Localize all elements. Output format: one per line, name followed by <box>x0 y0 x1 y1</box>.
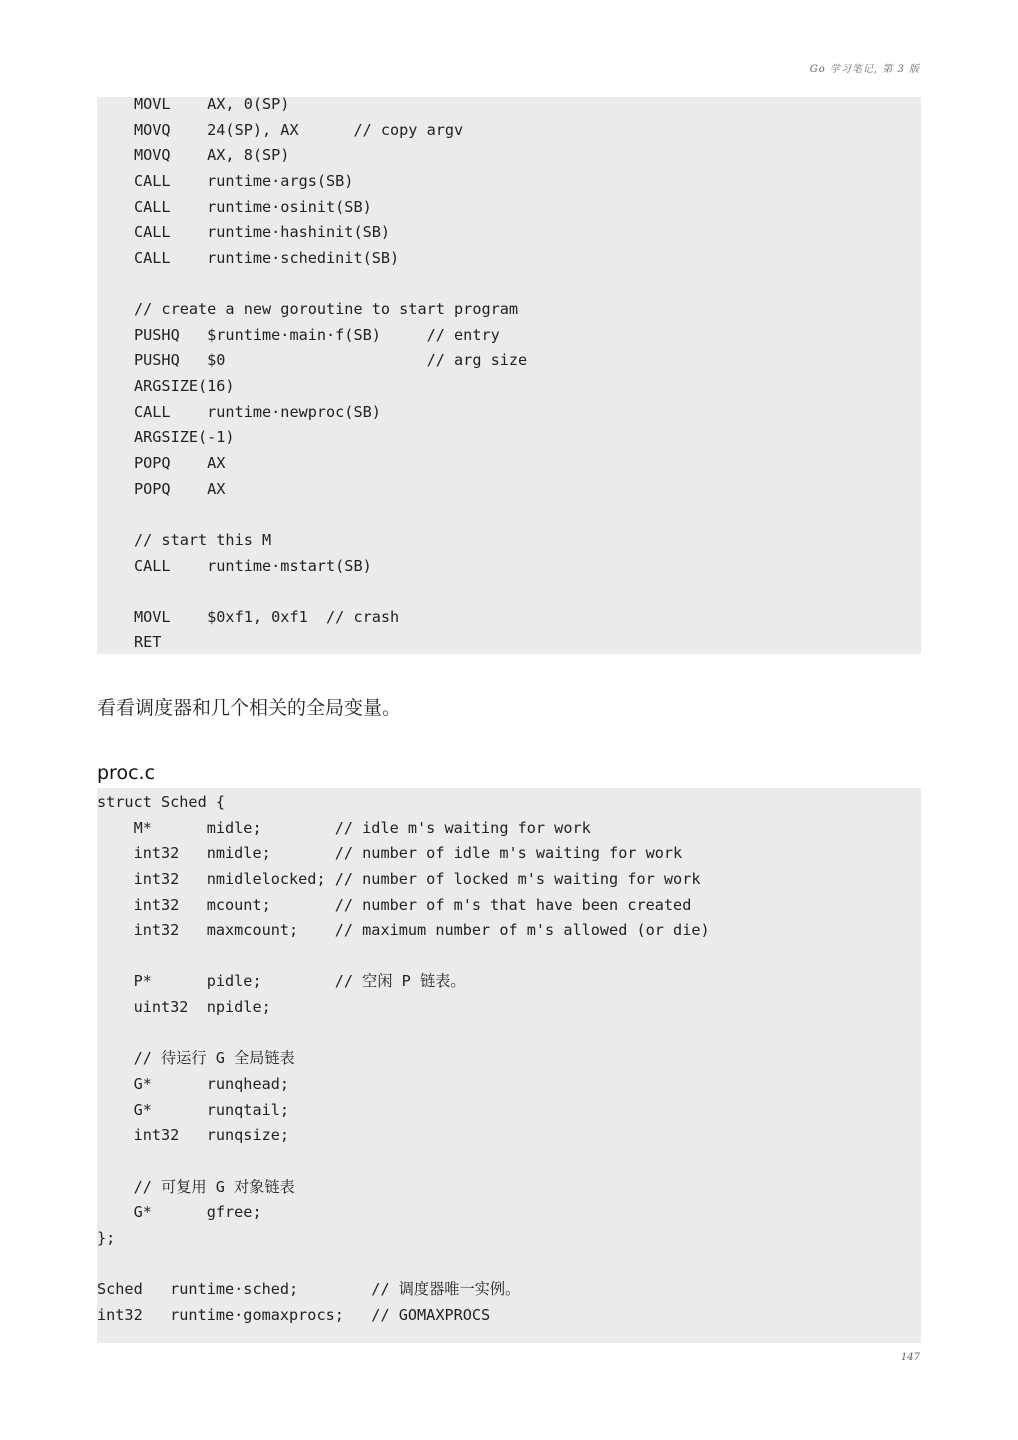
code-line: G* gfree; <box>97 1203 262 1222</box>
code-line: CALL runtime·args(SB) <box>134 171 354 190</box>
code-line: int32 nmidlelocked; // number of locked m's waiting for work <box>97 869 701 888</box>
file-name-label: proc.c <box>97 762 156 784</box>
code-line: M* midle; // idle m's waiting for work <box>97 818 591 837</box>
code-line: PUSHQ $0 // arg size <box>134 351 528 370</box>
code-line <box>134 579 921 605</box>
code-line: // create a new goroutine to start program <box>134 300 519 319</box>
code-line <box>97 944 921 970</box>
code-line: CALL runtime·schedinit(SB) <box>134 248 400 267</box>
code-line: MOVQ 24(SP), AX // copy argv <box>134 120 464 139</box>
code-line: MOVQ AX, 8(SP) <box>134 146 290 165</box>
page-header: Go 学习笔记, 第 3 版 <box>809 64 920 75</box>
code-line: CALL runtime·osinit(SB) <box>134 197 372 216</box>
code-line: Sched runtime·sched; // 调度器唯一实例。 <box>97 1280 521 1299</box>
code-line: CALL runtime·mstart(SB) <box>134 556 372 575</box>
code-line: POPQ AX <box>134 479 226 498</box>
body-paragraph: 看看调度器和几个相关的全局变量。 <box>97 697 402 719</box>
code-line: PUSHQ $runtime·main·f(SB) // entry <box>134 325 500 344</box>
code-line <box>134 271 921 297</box>
code-block-asm <box>97 97 921 654</box>
code-line: int32 nmidle; // number of idle m's waiting for work <box>97 844 683 863</box>
code-line <box>97 1252 921 1278</box>
code-line: MOVL AX, 0(SP) <box>134 95 290 113</box>
code-line: CALL runtime·hashinit(SB) <box>134 223 391 242</box>
code-line <box>97 1149 921 1175</box>
code-line: // start this M <box>134 530 272 549</box>
code-line: ARGSIZE(-1) <box>134 428 235 447</box>
code-line: MOVL $0xf1, 0xf1 // crash <box>134 607 400 626</box>
code-line <box>97 1021 921 1047</box>
code-line: struct Sched { <box>97 793 226 811</box>
code-line: int32 mcount; // number of m's that have been created <box>97 895 692 914</box>
code-line: ARGSIZE(16) <box>134 377 235 396</box>
code-listing <box>97 92 921 656</box>
code-line: RET <box>134 633 162 652</box>
code-line: int32 maxmcount; // maximum number of m's allowed (or die) <box>97 921 710 940</box>
code-line: G* runqhead; <box>97 1075 290 1094</box>
code-line: int32 runtime·gomaxprocs; // GOMAXPROCS <box>97 1305 491 1324</box>
code-line: CALL runtime·newproc(SB) <box>134 402 381 421</box>
code-line: // 可复用 G 对象链表 <box>97 1177 295 1196</box>
code-line: P* pidle; // 空闲 P 链表。 <box>97 972 466 991</box>
page-number: 147 <box>900 1352 920 1363</box>
code-line: }; <box>97 1228 116 1247</box>
code-listing <box>97 790 921 1328</box>
code-line: // 待运行 G 全局链表 <box>97 1049 295 1068</box>
code-line: POPQ AX <box>134 453 226 472</box>
code-line: G* runqtail; <box>97 1100 290 1119</box>
code-line: int32 runqsize; <box>97 1126 290 1145</box>
code-line: uint32 npidle; <box>97 998 271 1017</box>
code-line <box>134 502 921 528</box>
code-block-proc-c <box>97 788 921 1343</box>
